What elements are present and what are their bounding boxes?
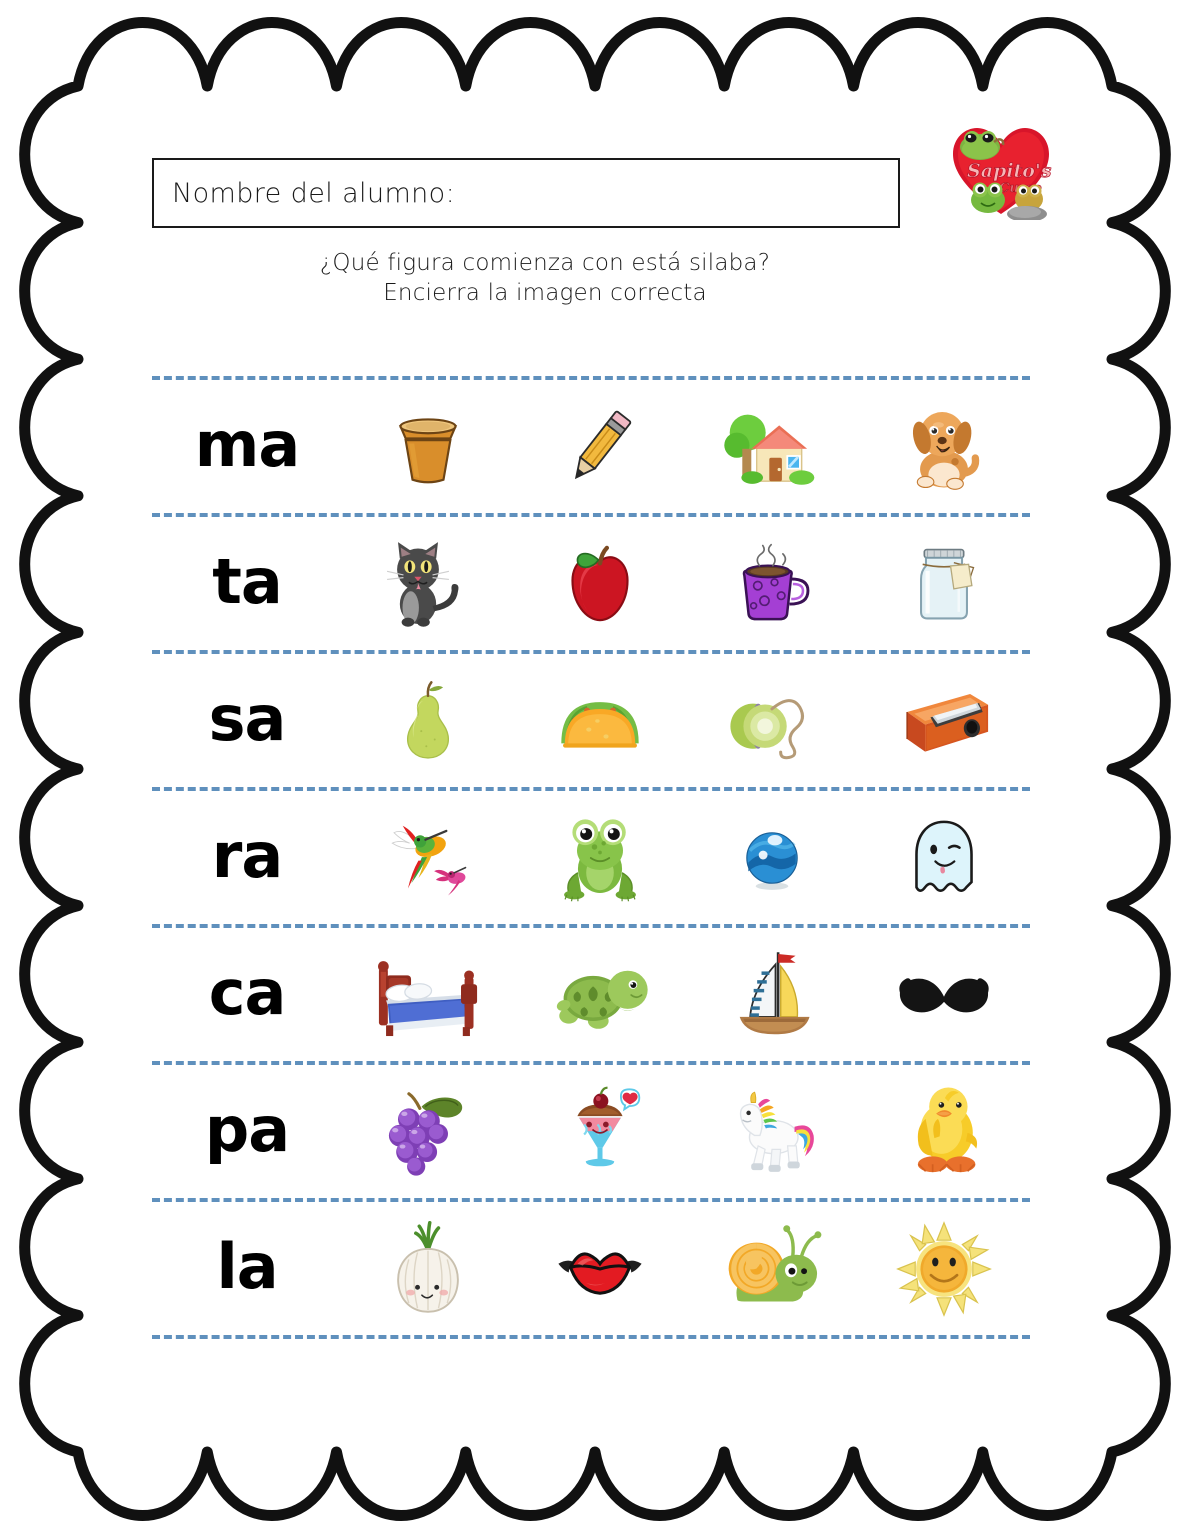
option-tortuga[interactable]	[514, 932, 686, 1057]
syllable-row	[152, 513, 1030, 650]
syllable-label-ta: ta	[212, 544, 282, 618]
bed-icon	[370, 950, 486, 1040]
option-barco[interactable]	[686, 932, 858, 1057]
option-group	[342, 384, 1030, 509]
option-perro[interactable]	[858, 384, 1030, 509]
syllable-row	[152, 1198, 1030, 1339]
option-casa[interactable]	[686, 384, 858, 509]
option-colibri[interactable]	[342, 795, 514, 920]
option-gato[interactable]	[342, 521, 514, 646]
unicorn-icon	[720, 1088, 824, 1176]
option-group	[342, 1069, 1030, 1194]
dog-icon	[898, 401, 990, 493]
syllable-row	[152, 924, 1030, 1061]
syllable-row	[152, 787, 1030, 924]
black-cat-icon	[378, 538, 478, 630]
option-sol[interactable]	[858, 1206, 1030, 1331]
sapitos-logo	[947, 120, 1055, 220]
instruction-line-2: Encierra la imagen correcta	[383, 280, 707, 306]
pencil-sharpener-icon	[894, 676, 994, 766]
turtle-icon	[548, 951, 652, 1039]
option-cebolla[interactable]	[342, 1206, 514, 1331]
option-group	[342, 1206, 1030, 1331]
option-pony[interactable]	[686, 1069, 858, 1194]
option-cama[interactable]	[342, 932, 514, 1057]
option-rana[interactable]	[514, 795, 686, 920]
marble-icon	[735, 821, 809, 895]
snail-icon	[720, 1223, 824, 1315]
mustache-icon	[892, 952, 996, 1038]
option-manzana[interactable]	[514, 521, 686, 646]
option-taco[interactable]	[514, 658, 686, 783]
syllable-row	[152, 376, 1030, 513]
instructions-block	[0, 248, 1090, 308]
mug-icon	[726, 541, 818, 627]
option-fantasma[interactable]	[858, 795, 1030, 920]
syllable-label-ca: ca	[208, 955, 286, 1029]
syllable-label-sa: sa	[208, 681, 286, 755]
instruction-line-1: ¿Qué figura comienza con está silaba?	[319, 250, 771, 276]
svg-text:Sapito's: Sapito's	[967, 160, 1052, 182]
syllable-row	[152, 1061, 1030, 1198]
apple-icon	[557, 541, 643, 627]
house-tree-icon	[722, 402, 822, 492]
option-maceta[interactable]	[342, 384, 514, 509]
syllable-label-pa: pa	[204, 1092, 290, 1166]
hummingbird-icon	[380, 810, 476, 906]
onion-icon	[384, 1221, 472, 1317]
option-helado[interactable]	[514, 1069, 686, 1194]
syllable-label-la: la	[216, 1229, 278, 1303]
option-taza[interactable]	[686, 521, 858, 646]
sun-icon	[896, 1221, 992, 1317]
syllable-row	[152, 650, 1030, 787]
yoyo-icon	[720, 677, 824, 765]
option-group	[342, 795, 1030, 920]
syllable-rows	[152, 376, 1030, 1339]
sailboat-icon	[724, 947, 820, 1043]
glass-jar-icon	[903, 539, 985, 629]
ghost-icon	[901, 815, 987, 901]
pencil-icon	[554, 401, 646, 493]
syllable-label-ma: ma	[194, 407, 300, 481]
option-group	[342, 521, 1030, 646]
pear-icon	[386, 676, 470, 766]
logo-artwork	[947, 120, 1055, 220]
option-tarro[interactable]	[858, 521, 1030, 646]
sundae-icon	[554, 1086, 646, 1178]
option-canica[interactable]	[686, 795, 858, 920]
frog-icon	[554, 812, 646, 904]
grapes-icon	[378, 1086, 478, 1178]
taco-icon	[552, 678, 648, 764]
syllable-label-ra: ra	[211, 818, 283, 892]
option-labios[interactable]	[514, 1206, 686, 1331]
option-pera[interactable]	[342, 658, 514, 783]
option-yoyo[interactable]	[686, 658, 858, 783]
option-group	[342, 932, 1030, 1057]
student-name-field[interactable]	[152, 158, 900, 228]
option-pato[interactable]	[858, 1069, 1030, 1194]
duckling-icon	[896, 1084, 992, 1180]
option-lapiz[interactable]	[514, 384, 686, 509]
option-bigote[interactable]	[858, 932, 1030, 1057]
lips-icon	[548, 1234, 652, 1304]
flower-pot-icon	[385, 404, 471, 490]
option-caracol[interactable]	[686, 1206, 858, 1331]
option-uvas[interactable]	[342, 1069, 514, 1194]
option-group	[342, 658, 1030, 783]
student-name-label: Nombre del alumno:	[172, 177, 456, 209]
option-sacapuntas[interactable]	[858, 658, 1030, 783]
